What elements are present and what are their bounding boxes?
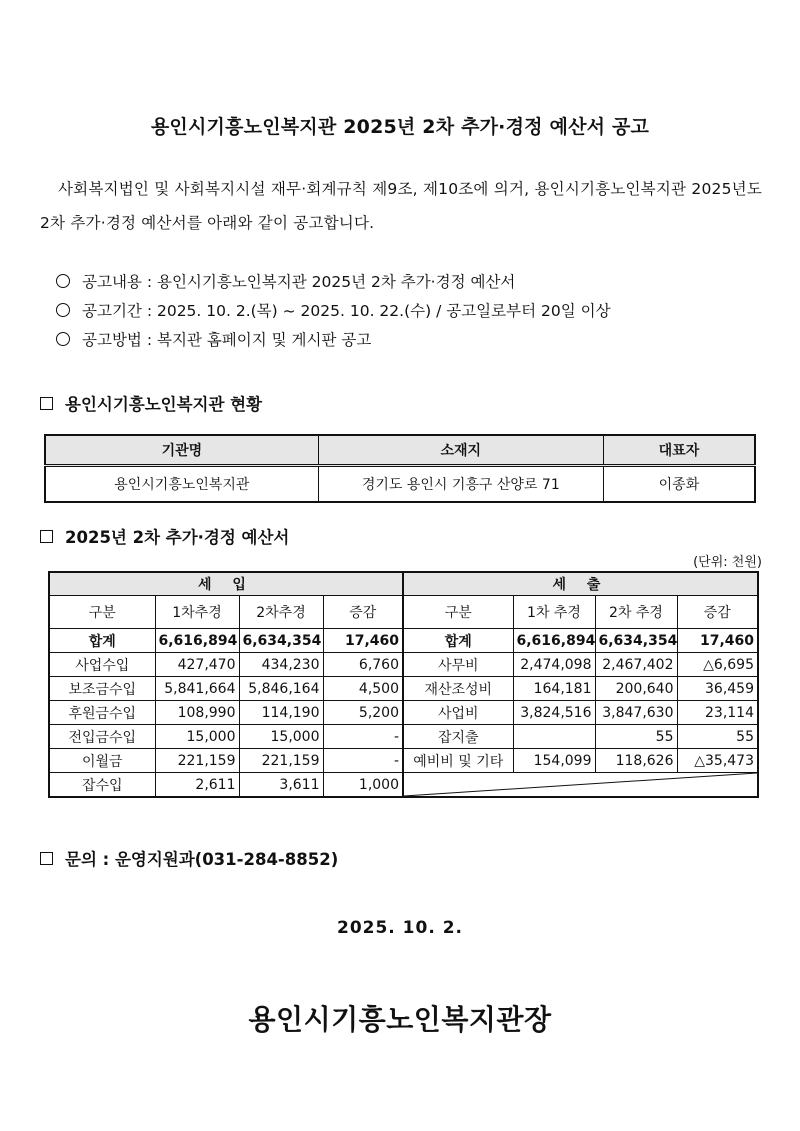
- expense-amount: 55: [595, 725, 677, 749]
- bullet-text: 공고방법 : 복지관 홈페이지 및 게시판 공고: [82, 330, 372, 349]
- unit-label: (단위: 천원): [693, 555, 762, 570]
- column-header: 2차 추경: [595, 596, 677, 629]
- table-row: [49, 677, 758, 701]
- header-cell: 소재지: [318, 435, 603, 466]
- budget-table: [48, 571, 759, 798]
- budget-column-header-row: [49, 596, 758, 629]
- expense-amount: △6,695: [677, 653, 758, 677]
- income-amount: 15,000: [239, 725, 323, 749]
- table-row: [49, 725, 758, 749]
- income-amount: 6,760: [323, 653, 403, 677]
- institution-name: 용인시기흥노인복지관: [45, 466, 318, 503]
- column-header: 구분: [403, 596, 513, 629]
- budget-total-row: [49, 629, 758, 653]
- signer-name: 용인시기흥노인복지관장: [248, 1003, 552, 1036]
- contact-text: 문의 : 운영지원과(031-284-8852): [65, 850, 339, 869]
- expense-header: 세 출: [403, 572, 758, 596]
- institution-representative: 이종화: [603, 466, 755, 503]
- expense-category: 합계: [403, 629, 513, 653]
- section-heading-budget: [40, 524, 289, 548]
- income-amount: 434,230: [239, 653, 323, 677]
- expense-amount: 23,114: [677, 701, 758, 725]
- square-bullet-icon: [40, 397, 53, 410]
- diagonal-line: [404, 773, 757, 796]
- column-header: 1차 추경: [513, 596, 595, 629]
- column-header: 1차추경: [155, 596, 239, 629]
- table-header-row: [45, 435, 755, 466]
- expense-amount: 2,474,098: [513, 653, 595, 677]
- income-amount: -: [323, 749, 403, 773]
- circle-bullet-icon: [56, 274, 70, 288]
- income-amount: 427,470: [155, 653, 239, 677]
- expense-amount: 3,824,516: [513, 701, 595, 725]
- square-bullet-icon: [40, 530, 53, 543]
- expense-amount: 2,467,402: [595, 653, 677, 677]
- income-category: 이월금: [49, 749, 155, 773]
- expense-category: 사업비: [403, 701, 513, 725]
- income-amount: 2,611: [155, 773, 239, 798]
- table-row: [49, 773, 758, 798]
- notice-content-item: [56, 266, 776, 295]
- table-row: [49, 653, 758, 677]
- income-amount: 17,460: [323, 629, 403, 653]
- income-amount: 6,616,894: [155, 629, 239, 653]
- column-header: 2차추경: [239, 596, 323, 629]
- column-header: 증감: [677, 596, 758, 629]
- header-cell: 대표자: [603, 435, 755, 466]
- expense-amount: 17,460: [677, 629, 758, 653]
- income-amount: -: [323, 725, 403, 749]
- bullet-text: 공고내용 : 용인시기흥노인복지관 2025년 2차 추가·경정 예산서: [82, 272, 516, 291]
- institution-address: 경기도 용인시 기흥구 산양로 71: [318, 466, 603, 503]
- expense-category: 예비비 및 기타: [403, 749, 513, 773]
- income-header: 세 입: [49, 572, 403, 596]
- section-title: 용인시기흥노인복지관 현황: [65, 395, 263, 414]
- expense-amount: 154,099: [513, 749, 595, 773]
- notice-details: [56, 266, 776, 353]
- bullet-text: 공고기간 : 2025. 10. 2.(목) ~ 2025. 10. 22.(수) / 공고일로부터 20일 이상: [82, 301, 611, 320]
- expense-amount: 36,459: [677, 677, 758, 701]
- expense-amount: 118,626: [595, 749, 677, 773]
- column-header: 증감: [323, 596, 403, 629]
- expense-amount: 6,616,894: [513, 629, 595, 653]
- income-category: 잡수입: [49, 773, 155, 798]
- income-amount: 114,190: [239, 701, 323, 725]
- notice-period-item: [56, 295, 776, 324]
- table-row: [45, 466, 755, 503]
- table-row: [49, 701, 758, 725]
- square-bullet-icon: [40, 852, 53, 865]
- expense-amount: △35,473: [677, 749, 758, 773]
- contact-heading: [40, 846, 338, 870]
- circle-bullet-icon: [56, 303, 70, 317]
- budget-body: [49, 629, 758, 798]
- expense-category: 재산조성비: [403, 677, 513, 701]
- intro-paragraph: 사회복지법인 및 사회복지시설 재무·회계규칙 제9조, 제10조에 의거, 용인시기흥노인복지관 2025년도 2차 추가·경정 예산서를 아래와 같이 공고합니다.: [40, 180, 762, 232]
- income-category: 합계: [49, 629, 155, 653]
- expense-amount: [513, 725, 595, 749]
- income-category: 보조금수입: [49, 677, 155, 701]
- column-header: 구분: [49, 596, 155, 629]
- expense-amount: 164,181: [513, 677, 595, 701]
- income-amount: 3,611: [239, 773, 323, 798]
- expense-category: 사무비: [403, 653, 513, 677]
- income-amount: 5,841,664: [155, 677, 239, 701]
- announcement-date: 2025. 10. 2.: [336, 918, 463, 938]
- expense-amount: 55: [677, 725, 758, 749]
- income-amount: 1,000: [323, 773, 403, 798]
- table-row: [49, 749, 758, 773]
- section-heading-status: [40, 391, 262, 415]
- empty-diagonal-cell: [403, 773, 758, 798]
- income-amount: 221,159: [239, 749, 323, 773]
- income-amount: 15,000: [155, 725, 239, 749]
- income-amount: 108,990: [155, 701, 239, 725]
- page-title: 용인시기흥노인복지관 2025년 2차 추가·경정 예산서 공고: [150, 116, 650, 138]
- income-category: 후원금수입: [49, 701, 155, 725]
- expense-amount: 3,847,630: [595, 701, 677, 725]
- income-category: 전입금수입: [49, 725, 155, 749]
- section-title: 2025년 2차 추가·경정 예산서: [65, 528, 290, 547]
- income-amount: 5,200: [323, 701, 403, 725]
- expense-amount: 6,634,354: [595, 629, 677, 653]
- income-amount: 4,500: [323, 677, 403, 701]
- notice-method-item: [56, 324, 776, 353]
- institution-info-table: [44, 434, 756, 503]
- income-amount: 5,846,164: [239, 677, 323, 701]
- income-category: 사업수입: [49, 653, 155, 677]
- income-amount: 221,159: [155, 749, 239, 773]
- income-amount: 6,634,354: [239, 629, 323, 653]
- expense-amount: 200,640: [595, 677, 677, 701]
- circle-bullet-icon: [56, 332, 70, 346]
- header-cell: 기관명: [45, 435, 318, 466]
- expense-category: 잡지출: [403, 725, 513, 749]
- budget-group-header-row: [49, 572, 758, 596]
